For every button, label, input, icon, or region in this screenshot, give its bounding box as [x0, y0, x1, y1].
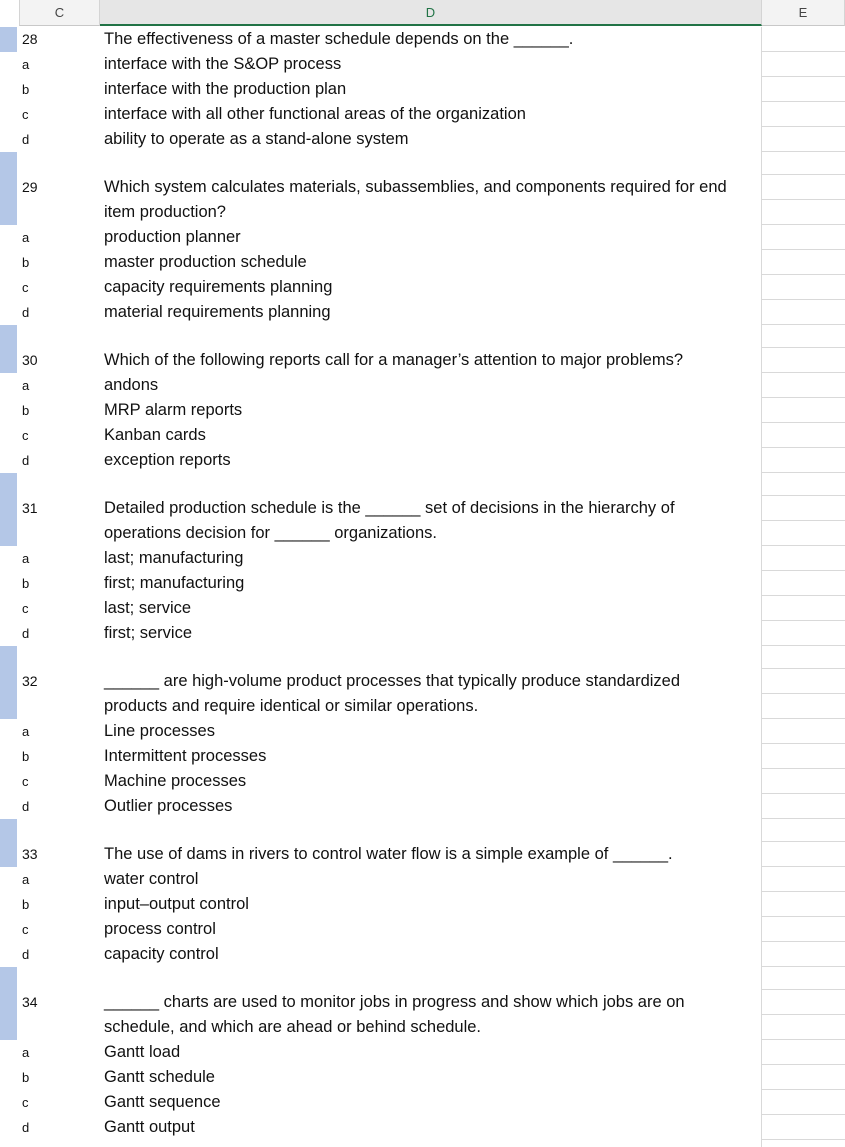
- option-row[interactable]: [0, 1065, 845, 1090]
- question-block: [0, 27, 845, 175]
- option-letter[interactable]: c: [22, 601, 29, 616]
- spacer-row[interactable]: [0, 646, 845, 669]
- spacer-row[interactable]: [0, 819, 845, 842]
- option-letter[interactable]: d: [22, 947, 30, 962]
- option-text[interactable]: last; service: [104, 599, 192, 617]
- option-text[interactable]: process control: [104, 920, 216, 938]
- spacer-row[interactable]: [0, 325, 845, 348]
- option-letter[interactable]: a: [22, 230, 30, 245]
- option-letter[interactable]: b: [22, 1070, 30, 1085]
- question-number[interactable]: 29: [22, 179, 38, 195]
- question-row[interactable]: [0, 990, 845, 1015]
- option-row[interactable]: [0, 769, 845, 794]
- spacer-marker: [0, 967, 17, 990]
- option-row[interactable]: [0, 571, 845, 596]
- question-stem[interactable]: schedule, and which are ahead or behind schedule.: [104, 1018, 482, 1036]
- option-row[interactable]: [0, 250, 845, 275]
- option-text[interactable]: capacity requirements planning: [104, 278, 333, 296]
- option-text[interactable]: material requirements planning: [104, 303, 331, 321]
- option-text[interactable]: capacity control: [104, 945, 219, 963]
- option-letter[interactable]: b: [22, 749, 30, 764]
- question-number[interactable]: 28: [22, 31, 38, 47]
- option-text[interactable]: interface with the S&OP process: [104, 55, 342, 73]
- spacer-marker: [0, 152, 17, 175]
- question-row[interactable]: [0, 27, 845, 52]
- option-row[interactable]: [0, 719, 845, 744]
- question-stem[interactable]: The use of dams in rivers to control water flow is a simple example of ______.: [104, 845, 673, 863]
- option-row[interactable]: [0, 1040, 845, 1065]
- question-number[interactable]: 31: [22, 500, 38, 516]
- option-letter[interactable]: d: [22, 1120, 30, 1135]
- option-letter[interactable]: c: [22, 774, 29, 789]
- question-row[interactable]: [0, 1015, 845, 1040]
- option-row[interactable]: [0, 225, 845, 250]
- question-number[interactable]: 33: [22, 846, 38, 862]
- spacer-row[interactable]: [0, 967, 845, 990]
- option-letter[interactable]: a: [22, 378, 30, 393]
- spacer-marker: [0, 473, 17, 496]
- option-row[interactable]: [0, 127, 845, 152]
- question-stem[interactable]: ______ charts are used to monitor jobs in progress and show which jobs are on: [104, 993, 685, 1011]
- option-text[interactable]: interface with all other functional areas of the organization: [104, 105, 526, 123]
- question-stem[interactable]: Which of the following reports call for a manager’s attention to major problems?: [104, 351, 684, 369]
- option-row[interactable]: [0, 398, 845, 423]
- option-row[interactable]: [0, 1090, 845, 1115]
- option-row[interactable]: [0, 621, 845, 646]
- option-row[interactable]: [0, 1115, 845, 1140]
- question-number[interactable]: 30: [22, 352, 38, 368]
- question-block: [0, 669, 845, 842]
- spacer-row[interactable]: [0, 473, 845, 496]
- option-letter[interactable]: d: [22, 305, 30, 320]
- option-letter[interactable]: b: [22, 82, 30, 97]
- question-stem[interactable]: ______ are high-volume product processes that typically produce standardized: [104, 672, 681, 690]
- question-row[interactable]: [0, 200, 845, 225]
- option-text[interactable]: first; manufacturing: [104, 574, 245, 592]
- option-text[interactable]: input–output control: [104, 895, 249, 913]
- spacer-row[interactable]: [0, 152, 845, 175]
- option-text[interactable]: Gantt output: [104, 1118, 195, 1136]
- option-row[interactable]: [0, 373, 845, 398]
- option-row[interactable]: [0, 892, 845, 917]
- option-row[interactable]: [0, 300, 845, 325]
- question-marker: [0, 348, 17, 373]
- question-row[interactable]: [0, 175, 845, 200]
- question-row[interactable]: [0, 842, 845, 867]
- option-letter[interactable]: b: [22, 403, 30, 418]
- question-row[interactable]: [0, 496, 845, 521]
- option-letter[interactable]: a: [22, 1045, 30, 1060]
- spacer-marker: [0, 646, 17, 669]
- option-row[interactable]: [0, 942, 845, 967]
- option-row[interactable]: [0, 52, 845, 77]
- question-stem[interactable]: operations decision for ______ organizations.: [104, 524, 437, 542]
- option-letter[interactable]: c: [22, 280, 29, 295]
- question-marker: [0, 842, 17, 867]
- option-row[interactable]: [0, 77, 845, 102]
- option-letter[interactable]: d: [22, 453, 30, 468]
- option-text[interactable]: master production schedule: [104, 253, 307, 271]
- question-block: [0, 175, 845, 348]
- option-text[interactable]: Line processes: [104, 722, 215, 740]
- option-letter[interactable]: b: [22, 897, 30, 912]
- question-number[interactable]: 32: [22, 673, 38, 689]
- option-letter[interactable]: c: [22, 107, 29, 122]
- option-text[interactable]: exception reports: [104, 451, 231, 469]
- option-text[interactable]: Kanban cards: [104, 426, 206, 444]
- option-row[interactable]: [0, 794, 845, 819]
- option-row[interactable]: [0, 596, 845, 621]
- option-text[interactable]: Intermittent processes: [104, 747, 267, 765]
- question-number[interactable]: 34: [22, 994, 38, 1010]
- column-header-e[interactable]: E: [762, 0, 845, 26]
- option-text[interactable]: production planner: [104, 228, 241, 246]
- question-stem[interactable]: Which system calculates materials, subassemblies, and components required for end: [104, 178, 727, 196]
- question-block: [0, 496, 845, 669]
- option-row[interactable]: [0, 744, 845, 769]
- option-letter[interactable]: d: [22, 799, 30, 814]
- option-letter[interactable]: d: [22, 626, 30, 641]
- option-row[interactable]: [0, 546, 845, 571]
- question-row[interactable]: [0, 669, 845, 694]
- option-row[interactable]: [0, 867, 845, 892]
- question-block: [0, 842, 845, 990]
- option-text[interactable]: andons: [104, 376, 159, 394]
- question-row[interactable]: [0, 521, 845, 546]
- question-stem[interactable]: products and require identical or similar operations.: [104, 697, 479, 715]
- option-text[interactable]: first; service: [104, 624, 193, 642]
- option-letter[interactable]: c: [22, 428, 29, 443]
- option-letter[interactable]: c: [22, 1095, 29, 1110]
- spacer-marker: [0, 819, 17, 842]
- question-marker: [0, 27, 17, 52]
- question-stem[interactable]: The effectiveness of a master schedule depends on the ______.: [104, 30, 574, 48]
- option-row[interactable]: [0, 448, 845, 473]
- option-letter[interactable]: d: [22, 132, 30, 147]
- question-block: [0, 990, 845, 1140]
- option-text[interactable]: last; manufacturing: [104, 549, 244, 567]
- question-row[interactable]: [0, 694, 845, 719]
- option-text[interactable]: Gantt sequence: [104, 1093, 221, 1111]
- option-row[interactable]: [0, 917, 845, 942]
- option-letter[interactable]: a: [22, 57, 30, 72]
- worksheet-grid: [0, 27, 845, 1140]
- option-text[interactable]: Gantt schedule: [104, 1068, 215, 1086]
- option-letter[interactable]: a: [22, 551, 30, 566]
- option-text[interactable]: interface with the production plan: [104, 80, 347, 98]
- column-header-d[interactable]: D: [100, 0, 762, 26]
- question-block: [0, 348, 845, 496]
- question-stem[interactable]: item production?: [104, 203, 226, 221]
- option-row[interactable]: [0, 275, 845, 300]
- option-letter[interactable]: b: [22, 255, 30, 270]
- option-row[interactable]: [0, 102, 845, 127]
- option-text[interactable]: water control: [104, 870, 199, 888]
- option-row[interactable]: [0, 423, 845, 448]
- question-stem[interactable]: Detailed production schedule is the ______ set of decisions in the hierarchy of: [104, 499, 675, 517]
- option-text[interactable]: Machine processes: [104, 772, 247, 790]
- option-text[interactable]: Gantt load: [104, 1043, 181, 1061]
- option-text[interactable]: MRP alarm reports: [104, 401, 243, 419]
- option-letter[interactable]: a: [22, 872, 30, 887]
- option-letter[interactable]: b: [22, 576, 30, 591]
- option-text[interactable]: ability to operate as a stand-alone system: [104, 130, 409, 148]
- spacer-marker: [0, 325, 17, 348]
- question-row[interactable]: [0, 348, 845, 373]
- option-letter[interactable]: c: [22, 922, 29, 937]
- option-letter[interactable]: a: [22, 724, 30, 739]
- option-text[interactable]: Outlier processes: [104, 797, 233, 815]
- column-e-cell[interactable]: [762, 1139, 845, 1140]
- column-header-c[interactable]: C: [19, 0, 100, 26]
